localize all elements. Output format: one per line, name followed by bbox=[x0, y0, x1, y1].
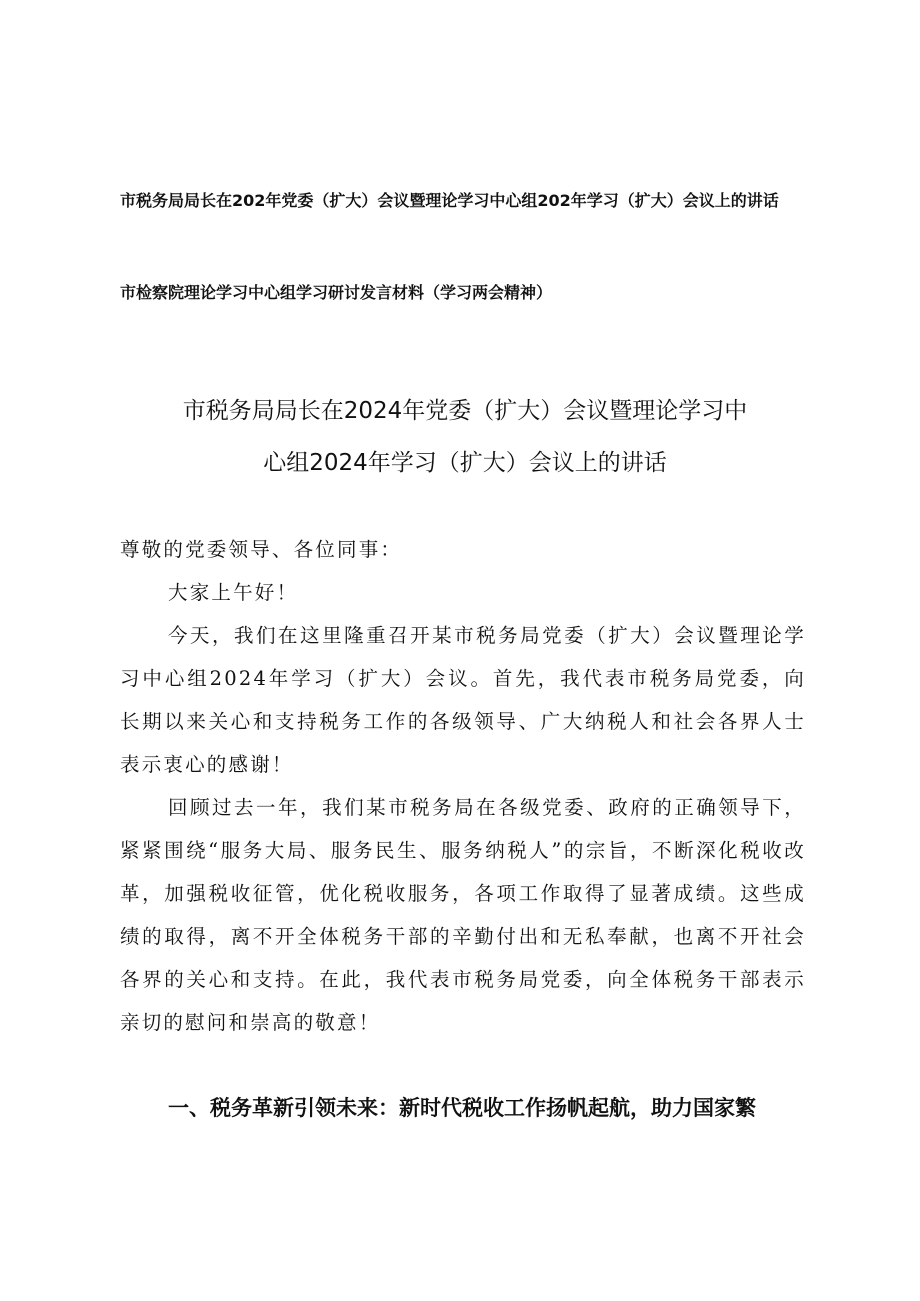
paragraph-review: 回顾过去一年，我们某市税务局在各级党委、政府的正确领导下，紧紧围绕“服务大局、服务民生、服务纳税人”的宗旨，不断深化税收改革，加强税收征管，优化税收服务，各项工作取得了显著成绩。这些成绩的取得，离不开全体税务干部的辛勤付出和无私奉献，也离不开社会各界的关心和支持。在此，我代表市税务局党委，向全体税务干部表示亲切的慰问和崇高的敬意！ bbox=[120, 796, 806, 1034]
salutation: 尊敬的党委领导、各位同事： bbox=[120, 538, 403, 561]
section-heading-1: 一、税务革新引领未来：新时代税收工作扬帆起航，助力国家繁 bbox=[168, 1096, 756, 1120]
document-title-line-2: 心组2024年学习（扩大）会议上的讲话 bbox=[263, 450, 667, 476]
toc-item-tax-bureau-speech[interactable]: 市税务局局长在202年党委（扩大）会议暨理论学习中心组202年学习（扩大）会议上的讲话 bbox=[120, 191, 779, 210]
toc-item-procuratorate-material[interactable]: 市检察院理论学习中心组学习研讨发言材料（学习两会精神） bbox=[120, 283, 553, 302]
document-title bbox=[130, 385, 800, 489]
document-title-line-1: 市税务局局长在2024年党委（扩大）会议暨理论学习中 bbox=[182, 398, 748, 424]
greeting: 大家上午好！ bbox=[168, 581, 299, 604]
paragraph-opening: 今天，我们在这里隆重召开某市税务局党委（扩大）会议暨理论学习中心组2024年学习（扩大）会议。首先，我代表市税务局党委，向长期以来关心和支持税务工作的各级领导、广大纳税人和社会各界人士表示衷心的感谢！ bbox=[120, 624, 806, 776]
